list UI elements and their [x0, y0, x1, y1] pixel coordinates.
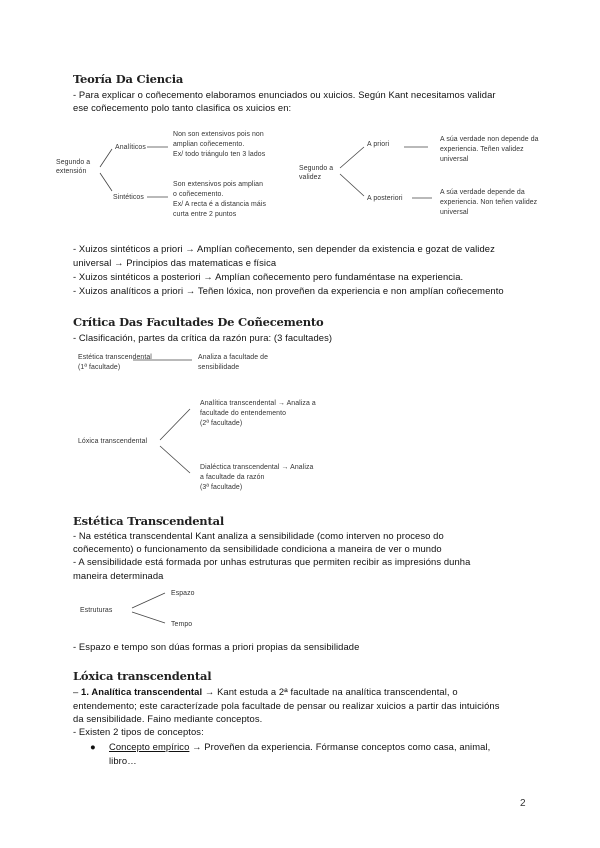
diagram-node-validez: Segundo a [299, 165, 334, 172]
diagram-desc: (2ª facultade) [200, 420, 243, 427]
diagram-node-estruturas: Estruturas [80, 607, 113, 614]
diagram-node-dialectica: Dialéctica transcendental → Analiza [200, 464, 314, 471]
paragraph-line: libro… [109, 755, 137, 766]
diagram-node-extension: Segundo a [56, 159, 91, 166]
paragraph-line: - Na estética transcendental Kant analiza a sensibilidade (como interven no proceso do [73, 530, 444, 541]
diagram-desc: amplian coñecemento. [173, 141, 245, 148]
dash: – [73, 686, 82, 697]
diagram-desc: Son extensivos pois amplian [173, 181, 264, 188]
paragraph-line: - Espazo e tempo son dúas formas a priori propias da sensibilidade [73, 641, 360, 652]
diagram-desc: a facultade da razón [200, 474, 265, 481]
diagram-node-aposteriori: A posteriori [367, 195, 403, 202]
diagram-desc: experiencia. Teñen validez [440, 146, 524, 153]
diagram-desc: curta entre 2 puntos [173, 211, 237, 218]
paragraph-line: - Xuizos analíticos a priori → Teñen lóxica, non proveñen da experiencia e non amplían coñecemento [73, 285, 504, 296]
diagram-desc: Analiza a facultade de [198, 354, 269, 361]
diagram-desc: A súa verdade non depende da [440, 136, 539, 143]
diagram-desc: facultade do entendemento [200, 410, 287, 417]
diagram-node-espazo: Espazo [171, 590, 195, 597]
paragraph-line: entendemento; este caracterízade pola facultade de pensar ou realizar xuicios a partir das intuicións [73, 700, 500, 711]
paragraph-line [73, 685, 458, 698]
paragraph-line: coñecemento) o funcionamento da sensibilidade condiciona a maneira de ver o mundo [73, 543, 442, 554]
paragraph-line: - Xuizos sintéticos a posteriori → Amplían coñecemento pero fundaméntase na experiencia. [73, 271, 464, 282]
paragraph-line: - Clasificación, partes da crítica da razón pura: (3 facultades) [73, 332, 333, 343]
page-number: 2 [520, 798, 526, 809]
section-title-estetica: Estética Transcendental [73, 514, 225, 528]
diagram-node-apriori: A priori [367, 141, 390, 148]
diagram-node-tempo: Tempo [171, 621, 193, 628]
paragraph-line: ese coñecemento polo tanto clasifica os xuicios en: [73, 102, 292, 113]
diagram-node-analitica: Analítica transcendental → Analiza a [200, 400, 316, 407]
diagram-node-extension: extensión [56, 168, 87, 175]
paragraph-line: da sensibilidade. Faino mediante conceptos. [73, 713, 263, 724]
diagram-desc: o coñecemento. [173, 191, 224, 198]
diagram-node-analiticos: Analíticos [115, 144, 146, 151]
diagram-desc: A súa verdade depende da [440, 189, 525, 196]
diagram-node-sinteticos: Sintéticos [113, 194, 144, 201]
diagram-desc: experiencia. Non teñen validez [440, 199, 538, 206]
paragraph-line: - A sensibilidade está formada por unhas estruturas que permiten recibir as impresións dunha [73, 556, 471, 567]
section-title-teoria: Teoría Da Ciencia [73, 72, 184, 86]
paragraph-line: universal → Principios das matematicas e física [73, 257, 277, 268]
diagram-node-estetica: (1ª facultade) [78, 364, 121, 371]
diagram-desc: Non son extensivos pois non [173, 131, 264, 138]
paragraph-line: - Xuizos sintéticos a priori → Amplían coñecemento, sen depender da existencia e gozat de validez [73, 243, 495, 254]
diagram-desc: Ex/ A recta é a distancia máis [173, 201, 267, 208]
diagram-node-validez: validez [299, 174, 322, 181]
section-title-critica: Crítica Das Facultades De Coñecemento [73, 315, 324, 329]
diagram-desc: universal [440, 156, 469, 163]
bold-term: 1. Analítica transcendental [81, 686, 203, 697]
section-title-loxica: Lóxica transcendental [73, 669, 212, 683]
paragraph-line: - Para explicar o coñecemento elaboramos enunciados ou xuicios. Según Kant necesitamos validar [73, 89, 496, 100]
diagram-desc: (3ª facultade) [200, 484, 243, 491]
text: → Kant estuda a 2ª facultade na analítica transcendental, o [202, 686, 458, 697]
text: → Proveñen da experiencia. Fórmanse conceptos como casa, animal, [189, 741, 491, 752]
diagram-node-loxica: Lóxica transcendental [78, 438, 148, 445]
bullet-marker: ● [90, 741, 96, 752]
diagram-desc: sensibilidade [198, 364, 240, 371]
diagram-desc: universal [440, 209, 469, 216]
paragraph-line: maneira determinada [73, 570, 164, 581]
diagram-desc: Ex/ todo triángulo ten 3 lados [173, 151, 266, 158]
underlined-term: Concepto empírico [109, 741, 190, 752]
bullet-item [109, 740, 490, 753]
diagram-node-estetica: Estética transcendental [78, 354, 152, 361]
paragraph-line: - Existen 2 tipos de conceptos: [73, 726, 204, 737]
